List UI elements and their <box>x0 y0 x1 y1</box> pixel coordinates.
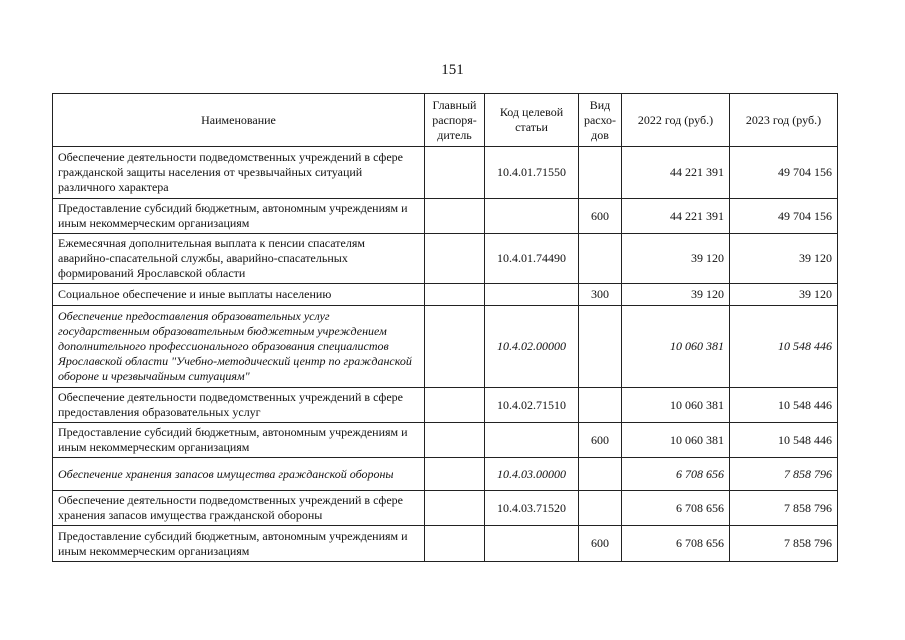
cell-manager <box>425 423 485 458</box>
cell-manager <box>425 526 485 562</box>
table-header-row <box>53 94 838 147</box>
budget-table <box>52 93 838 562</box>
cell-kind <box>579 147 622 199</box>
cell-y2022: 39 120 <box>622 234 730 284</box>
table-row <box>53 388 838 423</box>
cell-manager <box>425 491 485 526</box>
cell-manager <box>425 306 485 388</box>
cell-kind: 600 <box>579 199 622 234</box>
cell-manager <box>425 388 485 423</box>
cell-code: 10.4.02.71510 <box>485 388 579 423</box>
cell-name: Обеспечение хранения запасов имущества гражданской обороны <box>53 458 425 491</box>
cell-y2023: 10 548 446 <box>730 306 838 388</box>
cell-code: 10.4.01.71550 <box>485 147 579 199</box>
table-row <box>53 458 838 491</box>
cell-y2023: 49 704 156 <box>730 147 838 199</box>
cell-y2023: 7 858 796 <box>730 458 838 491</box>
table-row <box>53 284 838 306</box>
table-row <box>53 147 838 199</box>
cell-manager <box>425 147 485 199</box>
cell-kind <box>579 491 622 526</box>
header-code: Код целевой статьи <box>485 94 579 147</box>
cell-code <box>485 423 579 458</box>
table-row <box>53 234 838 284</box>
cell-kind: 600 <box>579 526 622 562</box>
cell-code: 10.4.01.74490 <box>485 234 579 284</box>
cell-code <box>485 199 579 234</box>
cell-name: Социальное обеспечение и иные выплаты населению <box>53 284 425 306</box>
cell-y2023: 10 548 446 <box>730 423 838 458</box>
cell-manager <box>425 234 485 284</box>
cell-kind: 600 <box>579 423 622 458</box>
cell-y2023: 39 120 <box>730 284 838 306</box>
cell-name: Обеспечение деятельности подведомственных учреждений в сфере гражданской защиты населения от чрезвычайных ситуаций различного характера <box>53 147 425 199</box>
cell-y2022: 6 708 656 <box>622 491 730 526</box>
cell-name: Обеспечение деятельности подведомственных учреждений в сфере предоставления образовательных услуг <box>53 388 425 423</box>
cell-kind: 300 <box>579 284 622 306</box>
cell-manager <box>425 458 485 491</box>
cell-y2023: 7 858 796 <box>730 526 838 562</box>
header-name: Наименование <box>53 94 425 147</box>
cell-y2022: 44 221 391 <box>622 199 730 234</box>
cell-code: 10.4.03.00000 <box>485 458 579 491</box>
cell-name: Обеспечение предоставления образовательных услуг государственным образовательным бюджетным учреждением дополнительного профессионального образования специалистов Ярославской области "Учебно-методический центр по гражданской обороне и чрезвычайным ситуациям" <box>53 306 425 388</box>
cell-y2022: 6 708 656 <box>622 458 730 491</box>
header-kind: Вид расхо-дов <box>579 94 622 147</box>
table-row <box>53 199 838 234</box>
cell-y2022: 44 221 391 <box>622 147 730 199</box>
cell-y2022: 10 060 381 <box>622 423 730 458</box>
cell-code: 10.4.03.71520 <box>485 491 579 526</box>
cell-y2022: 10 060 381 <box>622 306 730 388</box>
cell-code <box>485 284 579 306</box>
cell-y2022: 39 120 <box>622 284 730 306</box>
table-row <box>53 491 838 526</box>
cell-kind <box>579 458 622 491</box>
cell-y2023: 39 120 <box>730 234 838 284</box>
page-number: 151 <box>441 62 464 78</box>
cell-name: Обеспечение деятельности подведомственных учреждений в сфере хранения запасов имущества гражданской обороны <box>53 491 425 526</box>
table-row <box>53 526 838 562</box>
cell-y2023: 49 704 156 <box>730 199 838 234</box>
table-row <box>53 423 838 458</box>
cell-name: Ежемесячная дополнительная выплата к пенсии спасателям аварийно-спасательной службы, аварийно-спасательных формирований Ярославской области <box>53 234 425 284</box>
cell-name: Предоставление субсидий бюджетным, автономным учреждениям и иным некоммерческим организациям <box>53 526 425 562</box>
cell-name: Предоставление субсидий бюджетным, автономным учреждениям и иным некоммерческим организациям <box>53 199 425 234</box>
cell-name: Предоставление субсидий бюджетным, автономным учреждениям и иным некоммерческим организациям <box>53 423 425 458</box>
cell-manager <box>425 199 485 234</box>
header-manager: Главный распоря-дитель <box>425 94 485 147</box>
cell-code <box>485 526 579 562</box>
cell-kind <box>579 234 622 284</box>
cell-y2023: 10 548 446 <box>730 388 838 423</box>
header-2022: 2022 год (руб.) <box>622 94 730 147</box>
table-row <box>53 306 838 388</box>
cell-manager <box>425 284 485 306</box>
cell-kind <box>579 388 622 423</box>
cell-y2022: 6 708 656 <box>622 526 730 562</box>
cell-y2022: 10 060 381 <box>622 388 730 423</box>
cell-code: 10.4.02.00000 <box>485 306 579 388</box>
header-2023: 2023 год (руб.) <box>730 94 838 147</box>
cell-y2023: 7 858 796 <box>730 491 838 526</box>
cell-kind <box>579 306 622 388</box>
